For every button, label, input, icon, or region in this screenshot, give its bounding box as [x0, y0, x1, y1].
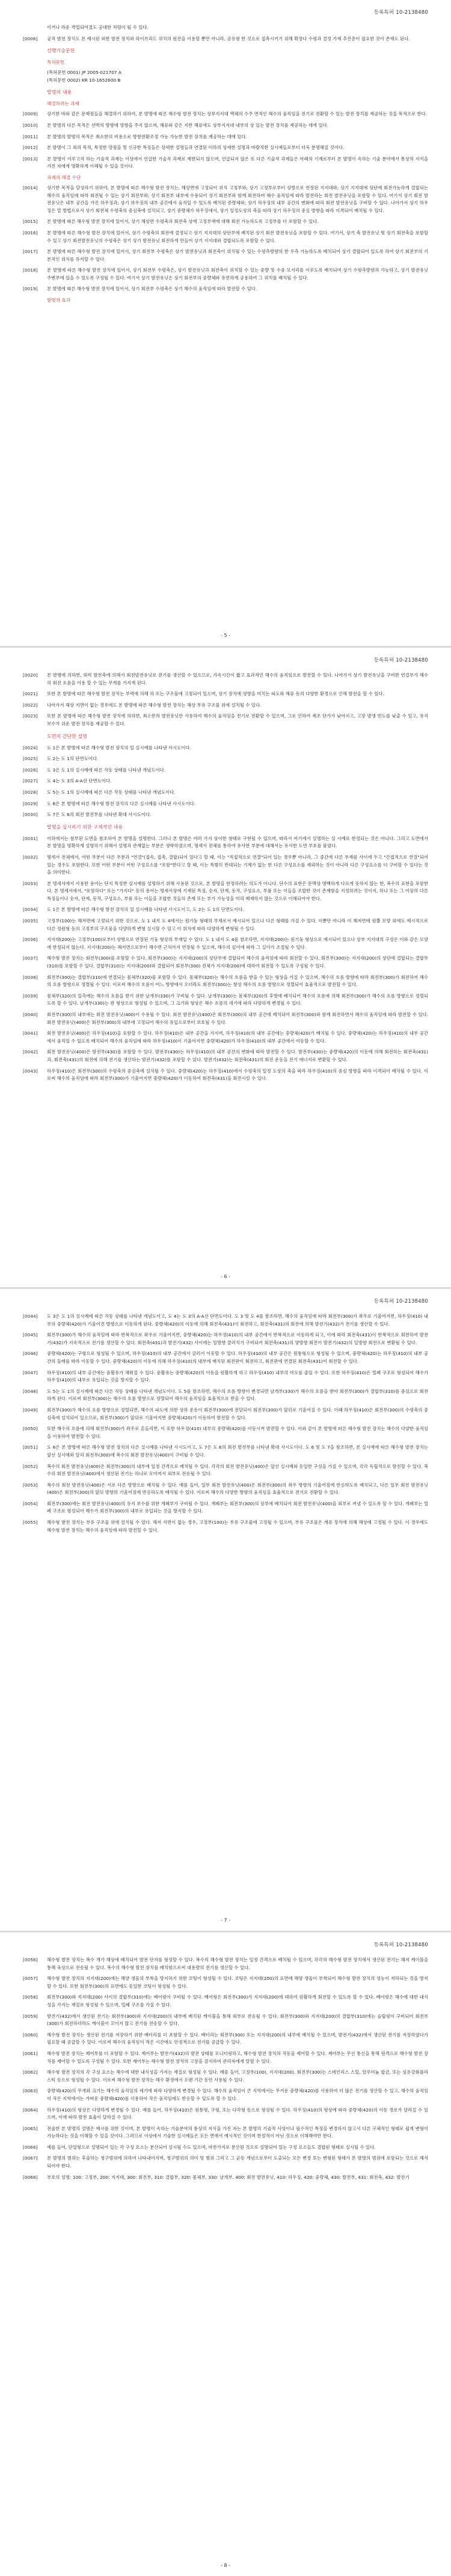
paragraph-text: 본 발명에 따른 해수형 발전 장치에 있어서, 상기 해상면 수평축과 회전축 상에 고정부재에 대해 회전 가능하도록 고정부를 더 포함할 수 있다.	[47, 219, 319, 225]
paragraph-number: [0031]	[23, 835, 38, 841]
paragraph-text: 본 발명에 따른 해수형 발전 장치에 있어서, 상기 회전부 수평축은, 상기 발전유닛과 회전축이 위치할 수 있는 중량 및 수중 모서리를 이루도록 배치되며 상기 수평측방향과 가능하고, 상기 발전유닛 주변부에 있을 수 있도록 구성될 수 있다. 여기서 상기 발전유닛은 상기 회전부의 중량체와 유연하게 공용하여 그 위치를 배치될 수 있다.	[47, 267, 428, 281]
paragraph	[23, 1011, 428, 1026]
paragraph-number: [0053]	[23, 1482, 38, 1488]
document-page	[0, 1932, 451, 2576]
paragraph	[23, 744, 428, 752]
paragraph	[23, 835, 428, 850]
paragraph-text: 도 6은 본 발명에 따른 해수형 발전 장치의 다른 실시예를 나타낸 사시도이고, 도 7은 도 6의 회전 발전부를 나타낸 확대 사시도이다. 도 6 및 도 7을 참조하면, 본 실시예에 따른 해수형 발전 장치는 앞선 실시예와 달리 회전부(300)에 복수의 회전 발전유닛(400)이 구비될 수 있다.	[47, 1445, 428, 1458]
paragraph-text: 회전 발전유닛(400)은 발전부(430)를 포함할 수 있다. 발전부(430)는 하우징(410)의 내부 공간의 변화에 따라 발전할 수 있다. 발전부(430)는 중량체(420)의 이동에 의해 회전하는 회전축(431)과, 회전축(431)의 회전에 의해 전기를 생산하는 발전기(432)를 포함할 수 있다. 발전기(432)는 회전축(431)의 회전 운동을 전기 에너지로 변환할 수 있다.	[47, 1049, 428, 1062]
paragraph-number: [0041]	[23, 1031, 38, 1037]
paragraph-text: 본 발명의 범위는 후술하는 청구범위에 의하여 나타내어지며, 청구범위의 의미 및 범위 그리고 그 균등 개념으로부터 도출되는 모든 변경 또는 변형된 형태가 본 발명의 범위에 포함되는 것으로 해석되어야 한다.	[47, 2155, 428, 2169]
paragraph-text: 예를 들어, 단일형으로 설명되어 있는 각 구성 요소는 분산되어 실시될 수도 있으며, 마찬가지로 분산된 것으로 설명되어 있는 구성 요소들도 결합된 형태로 실시될 수 있다.	[47, 2144, 376, 2150]
document-page	[0, 1289, 451, 1931]
paragraph-number: [0016]	[23, 230, 38, 236]
paragraph-number: [0051]	[23, 1445, 38, 1451]
paragraph-number: [0028]	[23, 789, 38, 795]
paragraph	[23, 1519, 428, 1534]
section-heading: 발명의 내용	[47, 90, 72, 96]
paragraph-text: 도 1은 본 발명에 따른 해수형 발전 장치의 일 실시예를 나타낸 사시도이다.	[47, 744, 191, 751]
paragraph-number: [0033]	[23, 880, 38, 886]
paragraph	[23, 122, 428, 130]
paragraph	[23, 1956, 428, 1972]
paragraph-text: 또한 해수의 흐름에 의해 회전부(300)가 좌우로 흔들리면, 이 또한 하우징(410) 내부의 중량체(420)를 이동시켜 발전할 수 있다. 이와 같이 본 발명에 따른 해수형 발전 장치는 해수의 다양한 움직임을 이용하여 발전할 수 있다.	[47, 1426, 428, 1439]
paragraph-number: [0015]	[23, 219, 38, 225]
paragraph-number: [0014]	[23, 184, 38, 190]
paragraph	[23, 1350, 428, 1365]
paragraph	[23, 1994, 428, 2009]
paragraph-number: [0034]	[23, 907, 38, 913]
paragraph-number: [0022]	[23, 702, 38, 708]
paragraph-text: 고정부(100)는 해저면에 고정되기 위한 것으로, 도 1 내지 도 4에서는 원기둥 형태의 부재로서 예시되어 있으나 다른 형태를 가질 수 있다. 이뿐만 아니라 이 해저면에 원뿔 모양 외에도 예시적으로 다른 정원형 등의 고정부의 구조물을 다양하게 변형 실시할 수 있고 이 위치에 따라 다양하게 변형될 수 있다.	[47, 918, 428, 931]
paragraph-text: 해수형 발전 장치의 지지대(200)에는 해양 생물의 부착을 방지하기 위한 코팅이 형성될 수 있다. 코팅은 지지대(200)의 표면에 해양 생물이 부착되어 해수형 발전 장치의 성능이 저하되는 것을 방지할 수 있다. 또한 회전부(300)의 표면에도 동일한 코팅이 형성될 수 있다.	[47, 1976, 428, 1989]
paragraph-number: [0056]	[23, 1957, 38, 1962]
paragraph-number: [0027]	[23, 778, 38, 784]
paragraph-number: [0029]	[23, 800, 38, 806]
paragraph-text: 도 2는 도 1의 단면도이다.	[47, 756, 99, 762]
paragraph-number: [0023]	[23, 713, 38, 719]
paragraph-number: [0036]	[23, 937, 38, 943]
paragraph-number: [0025]	[23, 756, 38, 762]
page-content	[23, 1313, 428, 1538]
paragraph-number: [0019]	[23, 286, 38, 292]
paragraph-text: 본 명세서에서 사용한 용어는 단지 특정한 실시예를 설명하기 위해 사용된 것으로, 본 발명을 한정하려는 의도가 아니다. 단수의 표현은 문맥상 명백하게 다르게 뜻하지 않는 한, 복수의 표현을 포함한다. 본 명세서에서, "포함하다" 또는 "가지다" 등의 용어는 명세서상에 기재된 특징, 숫자, 단계, 동작, 구성요소, 부품 또는 이들을 조합한 것이 존재함을 지정하려는 것이지, 하나 또는 그 이상의 다른 특징들이나 숫자, 단계, 동작, 구성요소, 부품 또는 이들을 조합한 것들의 존재 또는 부가 가능성을 미리 배제하지 않는 것으로 이해되어야 한다.	[47, 880, 428, 901]
paragraph	[23, 800, 428, 808]
paragraph-number: [0009]	[23, 111, 38, 117]
section-heading: 도면의 간단한 설명	[47, 733, 87, 739]
paragraph	[23, 111, 428, 118]
paragraph-text: 회전부(300)가 해수의 움직임에 따라 반복적으로 좌우로 기울어지면, 중량체(420)는 하우징(410)의 내부 공간에서 반복적으로 이동하게 되고, 이에 따라 회전축(431)이 반복적으로 회전하여 발전기(432)가 지속적으로 전기를 생산할 수 있다. 회전축(431)과 발전기(432) 사이에는 일방향 클러치가 구비되어 회전축(431)의 양방향 회전이 발전기(432)의 일방향 회전으로 변환될 수 있다.	[47, 1332, 428, 1345]
paragraph-text: 회전 발전유닛(400)은 하우징(410)을 포함할 수 있다. 하우징(410)은 내부 공간을 가지며, 하우징(410)의 내부 공간에는 중량체(420)가 배치될 수 있다. 중량체(420)는 하우징(410)의 내부 공간에서 움직일 수 있도록 배치되어 해수의 움직임에 따라 하우징(410)이 기울어지면 중량체(420)가 하우징(410)의 내부 공간에서 이동할 수 있다.	[47, 1031, 428, 1044]
paragraph-text: 몸체부(320)의 일측에는 해수의 흐름을 받기 위한 날개부(330)가 구비될 수 있다. 날개부(330)는 몸체부(320)의 후방에 배치되어 해수의 흐름에 의해 회전부(300)가 해수의 흐름 방향으로 정렬되도록 할 수 있다. 날개부(330)는 판 형상으로 형성될 수 있으며, 그 크기와 형상은 해수 흐름의 세기에 따라 다양하게 변경될 수 있다.	[47, 993, 428, 1006]
paragraph	[23, 2125, 428, 2140]
paragraph-text: 이하에서는 첨부된 도면을 참조하여 본 발명을 설명한다. 그러나 본 발명은 여러 가지 상이한 형태로 구현될 수 있으며, 따라서 여기에서 설명하는 실 시예로 한정되는 것은 아니다. 그리고 도면에서 본 발명을 명확하게 설명하기 위해서 설명과 관계없는 부분은 생략하였으며, 명세서 전체를 통하여 유사한 부분에 대해서는 유사한 도면 부호를 붙였다.	[47, 835, 428, 849]
paragraph-number: [0017]	[23, 249, 38, 255]
paragraph	[23, 2069, 428, 2084]
paragraph-text: 본 발명에 따른 해수형 발전 장치에 있어서, 상기 회전부 수평축은 상기 해수의 움직임에 따라 발전할 수 있다.	[47, 286, 257, 292]
paragraph-number: [0068]	[23, 2174, 38, 2180]
paragraph	[23, 2107, 428, 2122]
paragraph-text: 나아가서 해상 지면이 없는 경우에도 본 발명에 따른 해수형 발전 장치는 해상 부유 구조물 위에 설치될 수 있다.	[47, 702, 262, 708]
paragraph-text: 중량체(420)의 무게와 크기는 해수의 움직임의 세기에 따라 다양하게 변경될 수 있다. 해수의 움직임이 큰 지역에서는 무거운 중량체(420)를 사용하여 더 많은 전기를 생산할 수 있고, 해수의 움직임이 작은 지역에서는 가벼운 중량체(420)를 사용하여 작은 움직임에도 반응할 수 있도록 할 수 있다.	[47, 2088, 428, 2101]
paragraph	[23, 218, 428, 226]
subsection-heading: 특허문헌	[47, 59, 65, 65]
paragraph-number: [0060]	[23, 2032, 38, 2038]
paragraph-text: 하우징(410)의 형상은 다양하게 변경될 수 있다. 예를 들어, 하우징(410)은 원통형, 구형, 또는 다각형 등으로 형성될 수 있다. 하우징(410)의 형상에 따라 중량체(420)의 이동 경로가 달라질 수 있으며, 이에 따라 발전 효율이 달라질 수 있다.	[47, 2107, 428, 2121]
paragraph-text: 도 3은 도 1의 실시예에 따른 작동 상태를 나타낸 개념도이다.	[47, 767, 166, 773]
paragraph-text: 본 발명이 이루고자 하는 기술적 과제는 이상에서 언급한 기술적 과제로 제한되지 않으며, 언급되지 않은 또 다른 기술적 과제들은 아래의 기재로부터 본 발명이 속하는 기술 분야에서 통상의 지식을 가진 자에게 명확하게 이해될 수 있을 것이다.	[47, 156, 428, 169]
paragraph-text: 본 발명에 따른 해수형 발전 장치에 있어서, 상기 회전부 수평축은 상기 발전유닛과 회전축이 위치될 수 있는 수평측방향의 한 우측 가능하도록 배치되어 상기 결합되어 있도록 하여 상기 회전부의 기본적인 위치를 유지할 수 있다.	[47, 249, 428, 262]
paragraph	[23, 1444, 428, 1459]
paragraph-number: [0052]	[23, 1463, 38, 1469]
paragraph-number: [0059]	[23, 2013, 38, 2019]
paragraph-text: 해수형 발전 장치는 제어부를 더 포함할 수 있다. 제어부는 발전기(432)의 발전 상태를 모니터링하고, 해수형 발전 장치의 작동을 제어할 수 있다. 제어부는 무선 통신을 통해 원격으로 해수형 발전 장치를 제어할 수 있도록 구성될 수 있다. 또한 제어부는 해수형 발전 장치의 고장을 감지하여 관리자에게 알릴 수 있다.	[47, 2050, 428, 2064]
page-content	[23, 1956, 428, 2185]
paragraph-number: [0030]	[23, 812, 38, 818]
paragraph-number: [0045]	[23, 1332, 38, 1338]
paragraph	[23, 35, 428, 43]
paragraph	[23, 1369, 428, 1384]
paragraph	[23, 133, 428, 141]
paragraph-text: 도 4는 도 3의 A-A선 단면도이다.	[47, 778, 112, 784]
paragraph	[23, 2050, 428, 2065]
subsection-heading: 과제의 해결 수단	[47, 174, 81, 180]
paragraph-number: [0046]	[23, 1351, 38, 1357]
paragraph-text: 해수형 발전 장치는 회전부(300)를 포함할 수 있다. 회전부(300)는 지지대(200)의 상단부에 결합되어 해수의 움직임에 따라 회전할 수 있다. 회전부(300)는 지지대(200)의 상단에 결합되는 결합부(310)를 포함할 수 있다. 결합부(310)는 지지대(200)와 결합되어 회전부(300) 전체가 지지대(200)에 대하여 회전할 수 있도록 구성될 수 있다.	[47, 955, 428, 969]
paragraph	[23, 2087, 428, 2103]
paragraph-text: 회전부(300)와 지지대(200) 사이의 결합부(310)에는 베어링이 구비될 수 있다. 베어링은 회전부(300)가 지지대(200)에 대하여 원활하게 회전할 수 있도록 할 수 있다. 베어링은 해수에 대한 내식성을 가지는 재질로 형성될 수 있으며, 밀폐 구조를 가질 수 있다.	[47, 1994, 428, 2008]
paragraph-text: 발전기(432)에서 생산된 전기는 회전부(300)와 지지대(200)의 내부에 배치된 케이블을 통해 외부로 전송될 수 있다. 회전부(300)와 지지대(200)의 결합부(310)에는 슬립링이 구비되어 회전부(300)가 회전하더라도 케이블이 꼬이지 않고 전기를 전송할 수 있다.	[47, 2013, 428, 2027]
paragraph-number: [0026]	[23, 767, 38, 773]
paragraph	[23, 24, 428, 32]
document-page	[0, 0, 451, 646]
paragraph-text: 공적 발전 장치도 본 예시된 외한 발전 장치와 하이브리드 위치의 원전을 이용할 뿐만 아니라, 공유형 한 것으로 접촉시키기 위해 확장다 수평과 결정 가재 추진층이 필요한 것이 존재도 된다.	[47, 35, 410, 41]
patent-number-header: 등록특허 10-2138480	[373, 10, 428, 16]
paragraph-text: 도 5는 도 1의 실시예에 따른 다른 작동 상태를 나타낸 개념도이다.	[47, 789, 176, 795]
paragraph	[23, 702, 428, 710]
paragraph-text: 본 발명의 발명의 목적은 최소한의 비용으로 방향전환조정 가능 가능한 발전 장치를 제공하는 데에 있다.	[47, 133, 247, 139]
paragraph-number: [0043]	[23, 1068, 38, 1074]
paragraph-text: 본 발명에 의하면, 외력 발전축에 의해서 회전발전유닛로 전기를 생산할 수 있으므로, 가속시간이 짧고 효과적인 해수의 움직임으로 발전할 수 있다. 나아가서 상기 발전유닛을 구비한 연결부가 해수의 회전 흐름을 이용 할 수 있는 무게를 가지게 된다.	[47, 672, 428, 686]
paragraph	[23, 2013, 428, 2028]
paragraph-number: [0064]	[23, 2107, 38, 2113]
paragraph	[23, 2155, 428, 2170]
paragraph-text: 회전부(300)가 해수의 흐름 방향으로 정렬되면, 해수의 파도에 의한 상하 운동이 회전부(300)에 전달되어 회전부(300)가 앞뒤로 기울어질 수 있다. 이때 하우징(410)은 회전부(300)의 수평축의 중심축에 설치되어 있으므로, 회전부(300)가 앞뒤로 기울어지면 중량체(420)가 이동하여 발전할 수 있다.	[47, 1407, 428, 1420]
paragraph-number: [0018]	[23, 267, 38, 273]
paragraph-text: 중량체(420)는 구형으로 형성될 수 있으며, 하우징(410)의 내부 공간에서 굴러서 이동할 수 있다. 하우징(410)의 내부 공간은 원통형으로 형성될 수 있으며, 중량체(420)는 하우징(410)의 내부 공간의 둘레를 따라 이동할 수 있다. 중량체(420)의 이동에 의해 하우징(410)의 내부에 배치된 회전판이 회전하고, 회전판에 연결된 회전축(431)이 회전할 수 있다.	[47, 1351, 428, 1364]
paragraph-number: [0013]	[23, 156, 38, 162]
paragraph	[23, 1313, 428, 1328]
paragraph	[23, 690, 428, 698]
subsection-heading: 해결하려는 과제	[47, 101, 79, 107]
paragraph	[23, 1030, 428, 1045]
paragraph	[23, 1463, 428, 1478]
paragraph-text: 도 7은 도 6의 회전 발전부를 나타낸 확대 사시도이다.	[47, 812, 152, 818]
paragraph	[23, 285, 428, 293]
paragraph	[23, 713, 428, 728]
paragraph-text: 해수형 발전 장치의 각 구성 요소는 해수에 대한 내식성을 가지는 재질로 형성될 수 있다. 예를 들어, 고정부(100), 지지대(200), 회전부(300)는 스테인리스 스틸, 알루미늄 합금, 또는 섬유강화플라스틱 등으로 형성될 수 있다. 이로써 해수형 발전 장치는 해수 환경에서 오랜 기간 동안 사용될 수 있다.	[47, 2069, 429, 2083]
paragraph-text: 복수의 회전 발전유닛(400)은 회전부(300)의 내부에 일정 간격으로 배치될 수 있다. 각각의 회전 발전유닛(400)은 앞선 실시예와 동일한 구성을 가질 수 있으며, 각각 독립적으로 발전할 수 있다. 복수의 회전 발전유닛(400)에서 생산된 전기는 하나로 모아져서 외부로 전송될 수 있다.	[47, 1463, 428, 1477]
paragraph-text: 해수형 발전 장치는 복수 개가 해상에 배치되어 발전 단지를 형성할 수 있다. 복수의 해수형 발전 장치는 일정 간격으로 배치될 수 있으며, 각각의 해수형 발전 장치에서 생산된 전기는 해저 케이블을 통해 육상으로 전송될 수 있다. 복수의 해수형 발전 장치를 배치함으로써 대용량의 전기를 생산할 수 있다.	[47, 1957, 428, 1970]
paragraph-number: [0006]	[23, 35, 38, 41]
paragraph-text: 회전부(300)는 결합부(310)에 연결되는 몸체부(320)를 포함할 수 있다. 몸체부(320)는 해수의 흐름을 받을 수 있는 형상을 가질 수 있으며, 해수의 흐름 방향에 따라 회전부(300)가 회전하여 해수의 흐름 방향으로 정렬될 수 있다. 이로써 해수의 흐름이 어느 방향에서 오더라도 회전부(300)는 항상 해수의 흐름 방향으로 정렬되어 효율적으로 발전할 수 있다.	[47, 974, 428, 988]
paragraph	[23, 906, 428, 914]
paragraph-number: [0020]	[23, 672, 38, 678]
paragraph-number: [0037]	[23, 955, 38, 961]
paragraph-number: [0047]	[23, 1369, 38, 1375]
paragraph-text: 해수형 발전 장치는 생산된 전기를 저장하기 위한 배터리를 더 포함할 수 있다. 배터리는 회전부(300) 또는 지지대(200)의 내부에 배치될 수 있으며, 발전기(432)에서 생산된 전기를 저장하였다가 필요할 때 공급할 수 있다. 이로써 해수의 움직임이 적은 시간에도 안정적으로 전기를 공급할 수 있다.	[47, 2032, 428, 2045]
paragraph-number: [0066]	[23, 2144, 38, 2150]
paragraph-number: [0058]	[23, 1994, 38, 2000]
paragraph-number: [0057]	[23, 1976, 38, 1982]
paragraph	[23, 1332, 428, 1347]
paragraph-text: 상기한 바와 같은 문제점들을 해결하기 위하여, 본 발명에 따른 해수형 발전 장치는 상부지지대 액체의 수주 면적인 해수의 움직임을 전기로 전환할 수 있는 발전 장치를 제공하는 것을 목적으로 한다.	[47, 111, 428, 117]
paragraph-text: 전술한 본 발명의 설명은 예시를 위한 것이며, 본 발명이 속하는 기술분야의 통상의 지식을 가진 자는 본 발명의 기술적 사상이나 필수적인 특징을 변경하지 않고서 다른 구체적인 형태로 쉽게 변형이 가능하다는 것을 이해할 수 있을 것이다. 그러므로 이상에서 기술한 실시예들은 모든 면에서 예시적인 것이며 한정적이 아닌 것으로 이해해야만 한다.	[47, 2125, 428, 2139]
paragraph-text: 도 1은 본 발명에 따른 해수형 발전 장치의 일 실시예를 나타낸 사시도이고, 도 2는 도 1의 단면도이다.	[47, 907, 244, 913]
paragraph-text: 지지대(200)는 고정부(100)로부터 상방으로 연장된 기둥 형상의 부재일 수 있다. 도 1 내지 도 4를 참조하면, 지지대(200)는 원기둥 형상으로 예시되어 있으나 상부 지지대의 구성은 이와 같은 모양에 한정되지 않는다. 지지대(200)는 해저면으로부터 해수면 근처까지 연장될 수 있으며, 해수의 깊이에 따라 그 길이가 조절될 수 있다.	[47, 937, 428, 950]
paragraph	[23, 993, 428, 1008]
paragraph	[23, 936, 428, 951]
paragraph	[23, 230, 428, 245]
paragraph-text: 도 6은 본 발명에 따른 해수형 발전 장치의 다른 실시예를 나타낸 사시도이다.	[47, 800, 196, 806]
paragraph	[23, 156, 428, 171]
page-content	[23, 24, 428, 307]
paragraph	[23, 955, 428, 970]
paragraph-text: 회전부(300)의 내부에는 회전 발전유닛(400)이 수용될 수 있다. 회전 발전유닛(400)은 회전부(300)의 내부 공간에 배치되어 회전부(300)와 함께 회전하면서 해수의 움직임에 따라 발전할 수 있다. 회전 발전유닛(400)은 회전부(300)의 내부에 고정되어 해수의 유입으로부터 보호될 수 있다.	[47, 1012, 428, 1025]
paragraph-number: [0061]	[23, 2050, 38, 2056]
paragraph-number: [0010]	[23, 122, 38, 128]
paragraph-text: 회전부(300)에는 회전 발전유닛(400)의 유지 보수를 위한 개폐부가 구비될 수 있다. 개폐부는 회전부(300)의 상부에 배치되어 회전 발전유닛(400)을 외부로 꺼낼 수 있도록 할 수 있다. 개폐부는 밀폐 구조로 형성되어 해수가 회전부(300)의 내부로 유입되는 것을 방지할 수 있다.	[47, 1500, 428, 1514]
paragraph	[23, 267, 428, 282]
paragraph	[23, 1049, 428, 1064]
patent-number-header: 등록특허 10-2138480	[373, 1299, 428, 1305]
paragraph	[23, 778, 428, 785]
paragraph-text: 또한 본 발명에 따른 해수형 발전 장치는 부력에 의해 하 또는 구조물에 고정되어 있으며, 상기 장치에 영향을 미치는 파도와 해류 등의 다양한 환경으로 인해 발전을 할 수 있다.	[47, 691, 384, 697]
paragraph-text: 도 5는 도 1의 실시예에 따른 다른 작동 상태를 나타낸 개념도이다. 도 5를 참조하면, 해수의 흐름 방향이 변경되면 날개부(330)가 해수의 흐름을 받아 회전부(300)가 결합부(310)를 중심으로 회전하게 된다. 이로써 회전부(300)는 해수의 흐름 방향으로 정렬되어 해수의 움직임을 효율적으로 받을 수 있다.	[47, 1388, 428, 1402]
paragraph	[23, 1068, 428, 1083]
paragraph-number: [0054]	[23, 1500, 38, 1506]
paragraph-number: [0042]	[23, 1049, 38, 1055]
paragraph-text: 본 발명에 따른 해수형 발전 장치에 있어서, 상기 수평축의 회전에 결정되고 상기 지지대의 상단부에 배치된 상기 회전 발전유닛을 포함할 수 있다. 여기서, 상기 축 발전유닛 및 상기 회전축을 포함할 수 있고 상기 회전발전유닛의 수평축은 상기 상기 발전유닛 회전하게 만들어 상기 지지대와 결합되도록 포함할 수 있다.	[47, 230, 428, 243]
page-number: - 7 -	[221, 1917, 230, 1923]
paragraph-text: 이거나 라운 격업되어졌도 공대한 처럼이 될 수 있다.	[47, 25, 149, 30]
paragraph	[23, 1975, 428, 1990]
paragraph-text: 부호의 설명: 100: 고정부, 200: 지지대, 300: 회전부, 310: 결합부, 320: 몸체부, 330: 날개부, 400: 회전 발전유닛, 410: 하우징, 420: 중량체, 430: 발전부, 431: 회전축, 432: 발전기	[47, 2174, 410, 2180]
paragraph-text: 본 발명이 그 외의 목적, 특정한 양점을 및 신규한 특징들은 상세한 설명들과 연결된 이하의 상세한 설명과 바람직한 실시예들로부터 더욱 분명해질 것이다.	[47, 145, 345, 151]
paragraph-number: [0050]	[23, 1426, 38, 1432]
paragraph	[23, 672, 428, 687]
paragraph-number: [0048]	[23, 1388, 38, 1394]
paragraph	[23, 2174, 428, 2182]
paragraph	[23, 918, 428, 933]
paragraph-number: [0021]	[23, 691, 38, 697]
paragraph-number: [0032]	[23, 854, 38, 860]
paragraph	[23, 184, 428, 215]
paragraph-number: [0035]	[23, 918, 38, 924]
paragraph-number: [0011]	[23, 133, 38, 139]
paragraph	[23, 880, 428, 903]
document-page	[0, 648, 451, 1287]
paragraph-text: 하우징(410)의 내부 공간에는 윤활유가 채워질 수 있다. 윤활유는 중량체(420)의 이동을 원활하게 하고 하우징(410) 내부의 마모를 줄일 수 있다. 또한 하우징(410)은 밀폐 구조로 형성되어 해수가 하우징(410)의 내부로 유입되는 것을 방지할 수 있다.	[47, 1369, 428, 1383]
reference-line: (특허문헌 0001) JP 2005-021707 A	[47, 70, 121, 76]
paragraph	[23, 1500, 428, 1515]
reference-line: (특허문헌 0002) KR 10-1652600 B	[47, 77, 121, 83]
section-heading: 발명을 실시하기 위한 구체적인 내용	[47, 824, 123, 830]
paragraph	[23, 1482, 428, 1497]
paragraph-number: [0049]	[23, 1407, 38, 1413]
paragraph-number: [0062]	[23, 2069, 38, 2075]
paragraph-number: [0039]	[23, 993, 38, 999]
paragraph	[23, 811, 428, 819]
paragraph-text: 해수형 발전 장치는 부유 구조물 위에 설치될 수 있다. 해저 지면이 없는 경우, 고정부(100)는 부유 구조물에 고정될 수 있으며, 부유 구조물은 계류 장치에 의해 해상에 고정될 수 있다. 이 경우에도 해수형 발전 장치는 해수의 움직임에 따라 발전할 수 있다.	[47, 1520, 428, 1533]
paragraph-number: [0012]	[23, 145, 38, 151]
paragraph-number: [0065]	[23, 2125, 38, 2131]
paragraph-number: [0044]	[23, 1314, 38, 1319]
page-number: - 5 -	[221, 633, 230, 638]
paragraph-number: [0024]	[23, 744, 38, 751]
paragraph-text: 상기한 목적을 달성하기 위하여, 본 발명에 따른 해수형 발전 장치는, 해상면에 고정되어 위치 고정부와; 상기 고정부로부터 상방으로 연장된 지지대와; 상기 지지대에 상단에 회전가능하게 결합되는 해수의 움직임에 따라 회전될 수 있는 상기 회전부와; 상기 회전부 내부에 수용되어 상기 회전부와 함께 회전하여 해수 움직임에 따라 발전하는 회전 발전유닛을 포함할 수 있다. 여기서 상기 회전 발전유닛은 내부 공간을 가진 하우징과; 상기 하우징의 내부 공간에서 움직일 수 있도록 배치된 증량체와; 상기 하우징의 내부 공간의 변화에 따라 회전 발전유닛을 구비할 수 있다. 나아가서 상기 하우징은 밑 방법으로서 상기 회전체 수평축의 중심축에 설치되고, 상기 중량체가 하우징에서, 상기 일정도상의 축을 따라 상기 하우징의 중심 방향을 따라 이격되어 배치될 수 있다.	[47, 184, 428, 213]
paragraph-text: 복수의 회전 발전유닛(400)은 서로 다른 방향으로 배치될 수 있다. 예를 들어, 일부 회전 발전유닛(400)은 회전부(300)의 좌우 방향의 기울어짐에 반응하도록 배치되고, 다른 일부 회전 발전유닛(400)은 회전부(300)의 앞뒤 방향의 기울어짐에 반응하도록 배치될 수 있다. 이로써 해수의 다양한 방향의 움직임을 효율적으로 전기로 전환할 수 있다.	[47, 1482, 428, 1496]
paragraph	[23, 974, 428, 989]
paragraph	[23, 854, 428, 877]
paragraph	[23, 789, 428, 797]
paragraph-text: 명세서 전체에서, 어떤 부분이 다른 부분과 "연결"(접속, 접촉, 결합)되어 있다고 할 때, 이는 "직접적으로 연결"되어 있는 경우뿐 아니라, 그 중간에 다른 부재를 사이에 두고 "간접적으로 연결"되어 있는 경우도 포함한다. 또한 어떤 부분이 어떤 구성요소를 "포함"한다고 할 때, 이는 특별히 반대되는 기재가 없는 한 다른 구성요소를 제외하는 것이 아니라 다른 구성요소를 더 구비할 수 있다는 것을 의미한다.	[47, 854, 428, 875]
paragraph-number: [0055]	[23, 1520, 38, 1526]
paragraph	[23, 767, 428, 775]
paragraph	[23, 144, 428, 152]
paragraph	[23, 2032, 428, 2047]
paragraph-text: 또한 본 발명에 따른 해수형 발전 장치에 의하면, 최소한의 발전유닛만 사용하여 해수의 움직임을 전기로 전환할 수 있으며, 그로 인하여 제조 단가가 낮아지고, 고장 발생 빈도를 낮출 수 있고, 유지 보수가 쉬운 발전 장치를 제공할 수 있다.	[47, 713, 428, 726]
page-number: - 6 -	[221, 1274, 230, 1279]
paragraph	[23, 1425, 428, 1440]
paragraph-number: [0040]	[23, 1012, 38, 1017]
paragraph	[23, 1388, 428, 1403]
section-heading: 선행기술문헌	[47, 48, 75, 54]
paragraph	[23, 248, 428, 263]
page-number: - 8 -	[221, 2563, 230, 2568]
patent-number-header: 등록특허 10-2138480	[373, 657, 428, 663]
paragraph-number	[23, 24, 47, 32]
paragraph	[23, 755, 428, 763]
page-content	[23, 672, 428, 1086]
paragraph-text: 도 3은 도 1의 실시예에 따른 작동 상태를 나타낸 개념도이고, 도 4는 도 3의 A-A선 단면도이다. 도 3 및 도 4를 참조하면, 해수의 움직임에 따라 회전부(300)가 좌우로 기울어지면, 하우징(410) 내부의 중량체(420)가 기울어진 방향으로 이동하게 된다. 중량체(420)의 이동에 의해 회전축(431)이 회전하고, 회전축(431)의 회전에 의해 발전기(432)가 전기를 생산할 수 있다.	[47, 1314, 428, 1327]
patent-number-header: 등록특허 10-2138480	[373, 1942, 428, 1948]
paragraph-number: [0067]	[23, 2155, 38, 2161]
paragraph-number: [0038]	[23, 974, 38, 980]
paragraph-text: 하우징(410)은 회전부(300)의 수평축의 중심축에 설치될 수 있다. 중량체(420)는 하우징(410)에서 수평축의 일정 도상의 축을 따라 하우징(410)의 중심 방향을 따라 이격되어 배치될 수 있다. 이로써 해수의 움직임에 따라 회전부(300)가 기울어지면 중량체(420)가 이동하여 회전축(431)을 회전시킬 수 있다.	[47, 1068, 428, 1082]
paragraph	[23, 2144, 428, 2152]
paragraph	[23, 1407, 428, 1422]
paragraph-number: [0063]	[23, 2088, 38, 2094]
subsection-heading: 발명의 효과	[47, 297, 71, 303]
paragraph-text: 본 발명의 다른 목적은 선박의 방향에 영향을 주지 않으며, 해류와 같은 지반 해류에도 상부지지대 내부의 상 있는 발전 장치를 제공하는 데에 있다.	[47, 122, 329, 128]
